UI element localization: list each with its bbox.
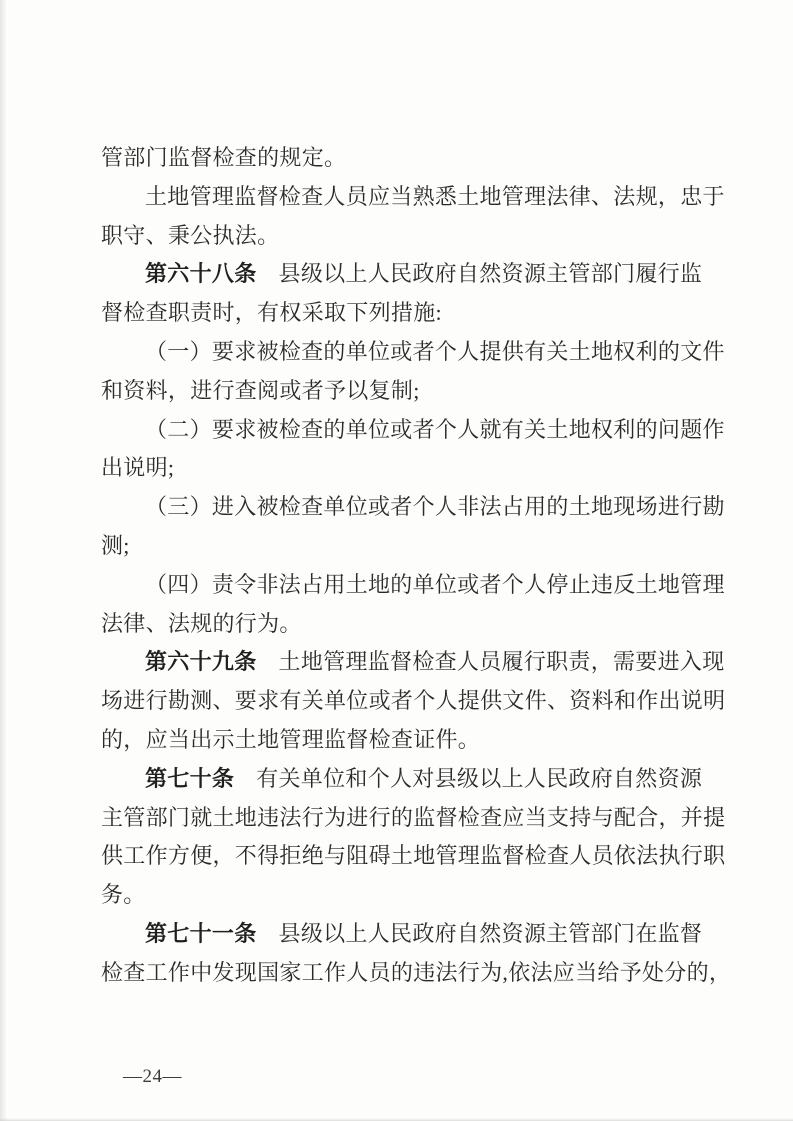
text-line bbox=[101, 255, 761, 294]
article-number: 第六十九条 bbox=[145, 649, 257, 675]
text-line bbox=[101, 682, 761, 721]
line-text: （一）要求被检查的单位或者个人提供有关土地权利的文件 bbox=[145, 338, 725, 364]
document-body bbox=[101, 139, 761, 993]
page-number: —24— bbox=[123, 1066, 182, 1087]
text-line bbox=[101, 760, 761, 799]
text-line bbox=[101, 449, 761, 488]
text-line bbox=[101, 178, 761, 217]
text-line bbox=[101, 139, 761, 178]
line-text: 法律、法规的行为。 bbox=[101, 610, 302, 636]
text-line bbox=[101, 954, 761, 993]
line-text: 有关单位和个人对县级以上人民政府自然资源 bbox=[256, 765, 703, 791]
text-line bbox=[101, 217, 761, 256]
line-text: 土地管理监督检查人员应当熟悉土地管理法律、法规，忠于 bbox=[145, 183, 725, 209]
text-line bbox=[101, 837, 761, 876]
line-text: （二）要求被检查的单位或者个人就有关土地权利的问题作 bbox=[145, 416, 725, 442]
text-line bbox=[101, 605, 761, 644]
text-line bbox=[101, 294, 761, 333]
line-text: （三）进入被检查单位或者个人非法占用的土地现场进行勘 bbox=[145, 494, 725, 520]
line-text: 督检查职责时，有权采取下列措施: bbox=[101, 300, 442, 326]
text-line bbox=[101, 799, 761, 838]
line-text: 县级以上人民政府自然资源主管部门履行监 bbox=[278, 261, 703, 287]
text-line bbox=[101, 527, 761, 566]
text-line bbox=[101, 488, 761, 527]
text-line bbox=[101, 643, 761, 682]
line-text: 土地管理监督检查人员履行职责，需要进入现 bbox=[278, 649, 725, 675]
line-text: 管部门监督检查的规定。 bbox=[101, 145, 347, 170]
line-text: 务。 bbox=[101, 882, 146, 908]
text-line bbox=[101, 876, 761, 915]
article-number: 第六十八条 bbox=[145, 261, 257, 287]
article-number: 第七十一条 bbox=[145, 920, 257, 946]
line-text: 主管部门就土地违法行为进行的监督检查应当支持与配合，并提 bbox=[101, 804, 726, 830]
line-text: 和资料，进行查阅或者予以复制; bbox=[101, 377, 420, 403]
line-text: 场进行勘测、要求有关单位或者个人提供文件、资料和作出说明 bbox=[101, 688, 726, 714]
text-line bbox=[101, 721, 761, 760]
line-text: 职守、秉公执法。 bbox=[101, 222, 280, 248]
text-line bbox=[101, 333, 761, 372]
text-line bbox=[101, 411, 761, 450]
line-text: 检查工作中发现国家工作人员的违法行为,依法应当给予处分的， bbox=[101, 959, 732, 985]
text-line bbox=[101, 372, 761, 411]
line-text: 供工作方便，不得拒绝与阻碍土地管理监督检查人员依法执行职 bbox=[101, 843, 726, 869]
line-text: 县级以上人民政府自然资源主管部门在监督 bbox=[278, 920, 703, 946]
article-number: 第七十条 bbox=[145, 765, 235, 791]
line-text: 出说明; bbox=[101, 455, 175, 481]
line-text: 的，应当出示土地管理监督检查证件。 bbox=[101, 726, 481, 752]
line-text: （四）责令非法占用土地的单位或者个人停止违反土地管理 bbox=[145, 571, 725, 597]
text-line bbox=[101, 915, 761, 954]
text-line bbox=[101, 566, 761, 605]
line-text: 测; bbox=[101, 532, 130, 558]
